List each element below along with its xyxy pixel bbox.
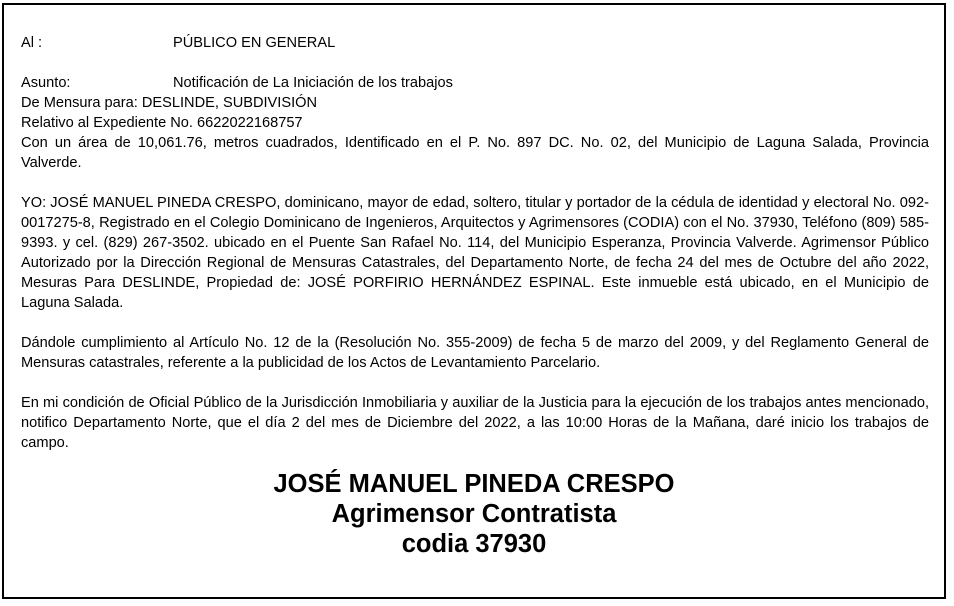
subject-value: Notificación de La Iniciación de los trabajos bbox=[173, 75, 453, 91]
recipient-value: PÚBLICO EN GENERAL bbox=[173, 35, 336, 51]
public-notice bbox=[2, 3, 946, 599]
signer-name: JOSÉ MANUEL PINEDA CRESPO bbox=[273, 470, 675, 498]
recipient-row bbox=[21, 33, 929, 53]
surveyor-declaration-paragraph: YO: JOSÉ MANUEL PINEDA CRESPO, dominicano, mayor de edad, soltero, titular y portador de la cédula de identidad y electoral No. 092-0017275-8, Registrado en el Colegio Dominicano de Ingenieros, Arquitectos y Agrimensores (CODIA) con el No. 37930, Teléfono (809) 585-9393. y cel. (829) 267-3502. ubicado en el Puente San Rafael No. 114, del Municipio Esperanza, Provincia Valverde. Agrimensor Público Autorizado por la Dirección Regional de Mensuras Catastrales, del Departamento Norte, de fecha 24 del mes de Octubre del año 2022, Mesuras Para DESLINDE, Propiedad de: JOSÉ PORFIRIO HERNÁNDEZ ESPINAL. Este inmueble está ubicado, en el Municipio de Laguna Salada. bbox=[21, 195, 929, 311]
subject-row bbox=[21, 73, 929, 93]
area-description: Con un área de 10,061.76, metros cuadrados, Identificado en el P. No. 897 DC. No. 02, del Municipio de Laguna Salada, Provincia Valverde. bbox=[21, 135, 929, 171]
compliance-paragraph: Dándole cumplimiento al Artículo No. 12 de la (Resolución No. 355-2009) de fecha 5 de marzo del 2009, y del Reglamento General de Mensuras catastrales, referente a la publicidad de los Actos de Levantamiento Parcelario. bbox=[21, 335, 929, 371]
survey-type-line: De Mensura para: DESLINDE, SUBDIVISIÓN bbox=[21, 95, 318, 111]
signature-block bbox=[4, 469, 944, 559]
spacer bbox=[21, 173, 929, 193]
signer-license: codia 37930 bbox=[401, 530, 547, 558]
signer-title: Agrimensor Contratista bbox=[331, 500, 617, 528]
spacer bbox=[21, 53, 929, 73]
spacer bbox=[21, 373, 929, 393]
file-number-line: Relativo al Expediente No. 6622022168757 bbox=[21, 115, 303, 131]
recipient-label: Al : bbox=[21, 35, 43, 51]
start-notice-paragraph: En mi condición de Oficial Público de la Jurisdicción Inmobiliaria y auxiliar de la Justicia para la ejecución de los trabajos antes mencionado, notifico Departamento Norte, que el día 2 del mes de Diciembre del 2022, a las 10:00 Horas de la Mañana, daré inicio los trabajos de campo. bbox=[21, 395, 929, 451]
notice-content bbox=[21, 33, 929, 453]
spacer bbox=[21, 313, 929, 333]
subject-label: Asunto: bbox=[21, 75, 71, 91]
